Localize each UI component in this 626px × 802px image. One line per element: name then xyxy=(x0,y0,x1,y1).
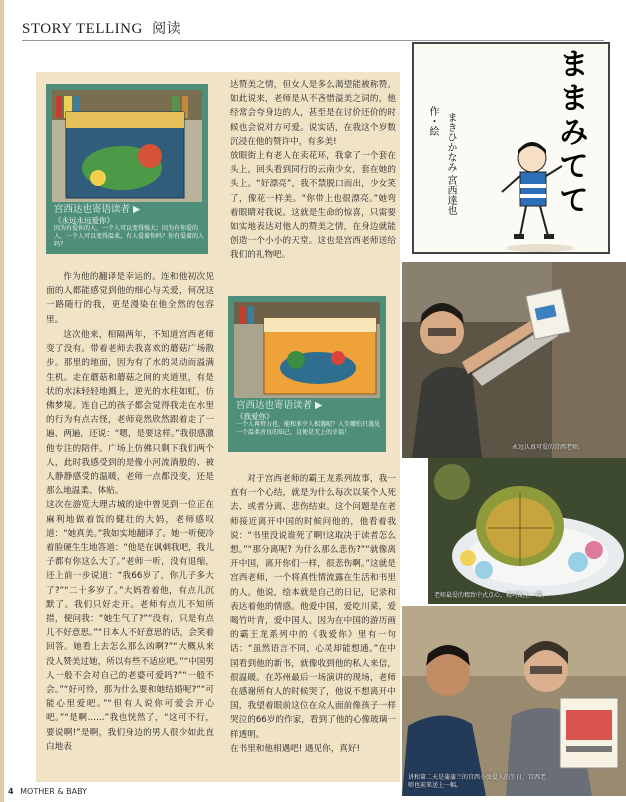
book-photo-1-illustration xyxy=(52,90,202,202)
book-photo-2 xyxy=(234,302,380,398)
cover-child-illustration xyxy=(462,136,582,256)
page-number: 4 xyxy=(8,787,14,796)
book-caption-2 xyxy=(236,400,384,437)
book-2-message: 一个人再努力也，能和多少人相遇呢？人生哪怕只遇见一个温柔善良的知己，这便是无上的幸福！ xyxy=(236,421,381,436)
book-cover xyxy=(412,42,610,254)
paragraph: 对于宫西老师的霸王龙系列故事，我一直有一个心结，就是为什么每次以某个人死去、或者分离、悲伤结束。这个问题是在老师接近离开中国的时候问他的，他看着我说：“书里没说谁死了啊!这取决于读者怎么想。”“那分离呢? 为什么那么悲伤?”“就像离开中国，离开你们一样，很悲伤啊。”这就是宫西老师，一个将真性情流露在生活和书里的人。他说，绘本就是自己的日记，记录和表达着他的情感。他爱中国，爱吃川菜，爱喝竹叶青，爱中国人。因为在中国的游历画的霸王龙系列中的《我爱你》里有一句话：“虽然语言不同，心灵却能想通。”在中国看到他的新书，就像收到他的私人来信，很温暖。在苏州最后一场演讲的现场，老师在感谢所有人的时候哭了，他说不想离开中国，我望着眼前这位在众人面前像孩子一样哭泣的66岁的作家，看到了他的心像玻璃一样透明。 在书里和他相遇吧! 遇见你，真好! xyxy=(230,474,396,754)
photo-two-men xyxy=(402,606,626,796)
cover-illustrator-name: 宮西達也 xyxy=(445,175,456,216)
photo-author xyxy=(402,262,626,458)
cover-author-label: 作・絵 xyxy=(427,106,438,136)
cover-title: ままみてて xyxy=(553,48,588,218)
page-header xyxy=(22,18,181,38)
cover-author-name: まきひかなみ xyxy=(445,112,456,172)
book-caption-1 xyxy=(54,204,204,249)
paragraph: 作为他的翻译是幸运的。连和他初次见面的人都能感觉到他的细心与关爱，何况这一路随行的我，更是漫染在他全然的包容里。 xyxy=(46,272,214,325)
book-2-name: 《我爱你》 xyxy=(236,412,274,421)
photo-two-men-image xyxy=(402,606,626,796)
photo-1-caption: 永远认真可爱的宫西老师。 xyxy=(512,444,585,451)
book-1-message: 因为有爱你的人，一个人可以变得强大；因为有你爱的人，一个人可以变得温柔。有人爱着你吗？你有爱着的人吗？ xyxy=(54,225,205,248)
section-title-cn: 阅读 xyxy=(152,21,182,37)
photo-3-caption: 讲和第二天是蒲蒲兰的宫西小张爱人的生日，宫西老师也前来送上一幅。 xyxy=(408,774,547,789)
article-col-1 xyxy=(46,328,214,754)
page-edge-strip xyxy=(0,0,4,802)
article-col-2-top xyxy=(230,78,396,263)
book-photo-2-illustration xyxy=(234,302,380,398)
book-2-title: 宫西达也寄语读者 ▶ xyxy=(236,400,323,411)
header-rule xyxy=(22,40,604,41)
section-title-en: STORY TELLING xyxy=(22,21,143,37)
article-col-2-bottom xyxy=(230,472,396,756)
book-photo-1 xyxy=(52,90,202,202)
photo-2-caption: 老师最爱的精致中式点心，精巧配上一碟。 xyxy=(434,592,549,599)
book-feature-box-1 xyxy=(46,84,208,254)
magazine-name: MOTHER & BABY xyxy=(20,787,88,796)
photo-author-image xyxy=(402,262,626,458)
photo-dessert-image xyxy=(428,458,626,604)
book-1-title: 宫西达也寄语读者 ▶ xyxy=(54,204,141,215)
book-1-name: 《永远永远爱你》 xyxy=(54,216,114,225)
photo-dessert xyxy=(428,458,626,604)
paragraph: 这次他来，相隔两年，不知道宫西老师变了没有。带着老师去我喜欢的蘑菇广场散步。那里的地面，因为有了水的灵动而溢满生机。走在蘑菇和蘑菇之间的夹道里，有是状的水沫轻轻地溅上，逆光的水柱如虹，仿佛梦境。连自己的孩子都会觉得我走在水里的行为有点古怪，老师竟然欣然跟着走了一遍、两遍，还说：“嗯，是要这样。”我很感激他专注的陪伴。广场上仿佛只剩下我们两个人，此时我感受到的是像小河流淌般的、被人静静感受的温暖，老师一点都没变，还是那么地温柔、体贴。 这次在游览大理古城的途中曾见到一位正在麻利地做着饭的健壮的大妈，老师感叹道：“她真美。”我如实地翻译了。她一听便冷着脸硬生生地答道：“他是在讽刺我吧，我儿子都有你这么大了。”老师一听，没有退缩，还上前一步说道：“我66岁了，你儿子多大了?”“二十多岁了。”大妈看着他，有点儿沉默了。我们只好走开。老师有点儿不知所措，便问我：“她生气了?”“没有，只是有点儿不好意思。”“日本人不好意思的话，会笑着回答。她看上去怎么那么凶啊?”“大概从来没人赞美过她，所以有些不适应吧。”“中国男人一般不会对自己的老婆可爱吗?”“一般不会。”“好可怜，那为什么要和她结婚呢?”“可能心里爱吧。”“但有人说你可爱会开心吧。”“是啊……”我也恍然了，“这可不行，要说啊!”是啊，我们身边的男人很少如此直白地表 xyxy=(46,330,214,752)
article-col-1-intro xyxy=(46,270,214,327)
book-feature-box-2 xyxy=(228,296,386,452)
paragraph: 达赞美之情，但女人是多么渴望能被称赞。如此说来，老师是从不吝惜溢美之词的，他经常会夸身边的人，甚至是在讨价还价的时候也会说对方可爱。说实话，在我这个岁数沉浸在他的赞许中，有多美! 放眼街上有老人在卖花环，我拿了一个套在头上，回头看到同行的云南少女，套在她的头上。“好漂亮”，我不禁脱口而出，少女笑了，像花一样美。“你带上也很漂亮。”她弯着眼睛对我说。这就是生命的惊喜，只需要如实地表达对他人的赞美之情，在身边就能创造一个小小的天堂。这也是宫西老师送给我们的礼物吧。 xyxy=(230,80,396,261)
cover-author xyxy=(444,112,456,215)
page-footer xyxy=(8,787,87,796)
